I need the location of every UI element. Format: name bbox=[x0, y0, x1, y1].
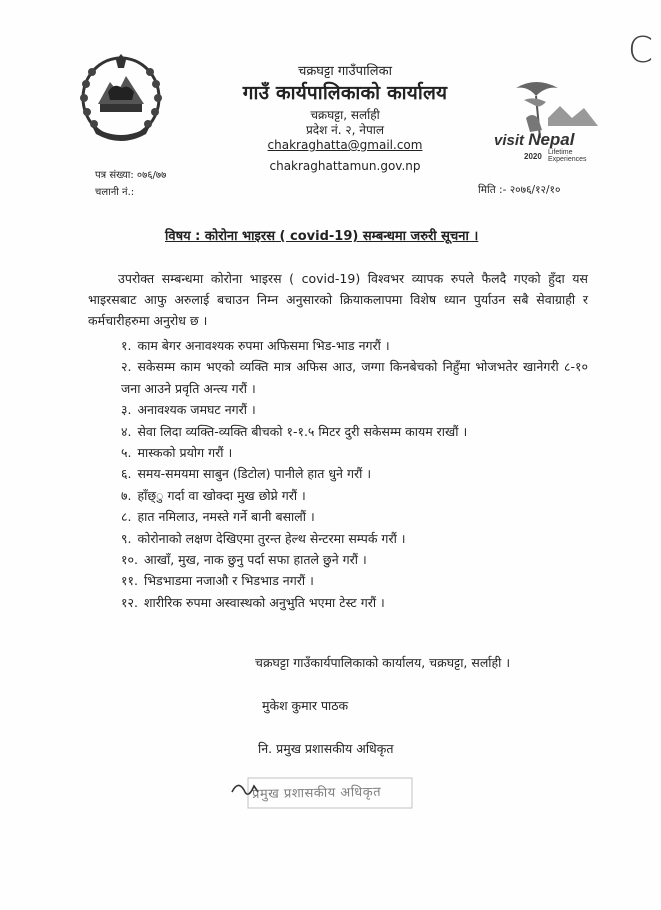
dispatch-number: चलानी नं.: bbox=[95, 187, 135, 198]
letterhead bbox=[200, 64, 490, 174]
instruction-text: हात नमिलाउ, नमस्ते गर्ने बानी बसालौं । bbox=[137, 509, 315, 525]
instruction-text: कोरोनाको लक्षण देखिएमा तुरन्त हेल्थ सेन्टरमा सम्पर्क गरौं । bbox=[137, 530, 406, 546]
website: chakraghattamun.gov.np bbox=[269, 159, 421, 173]
instruction-number: २. bbox=[121, 359, 132, 375]
instruction-item bbox=[121, 485, 588, 506]
instruction-number: ११. bbox=[121, 573, 138, 589]
tagline-line-2: Experiences bbox=[548, 156, 587, 164]
instruction-number: ३. bbox=[121, 402, 132, 418]
email: chakraghatta@gmail.com bbox=[267, 138, 423, 152]
instruction-number: ९. bbox=[121, 530, 132, 546]
visit-nepal-wordmark bbox=[494, 130, 574, 150]
instruction-item bbox=[121, 528, 588, 549]
instruction-number: ८. bbox=[121, 509, 132, 525]
visit-year: 2020 bbox=[524, 152, 542, 161]
instruction-text: काम बेगर अनावश्यक रुपमा अफिसमा भिड-भाड नगरौं । bbox=[137, 338, 390, 353]
instruction-item bbox=[121, 549, 588, 570]
instruction-item bbox=[121, 399, 588, 420]
signer-name: मुकेश कुमार पाठक bbox=[262, 698, 349, 713]
instruction-number: १. bbox=[121, 338, 132, 353]
instruction-text: अनावश्यक जमघट नगरौं । bbox=[137, 402, 256, 418]
instruction-text: भिडभाडमा नजाऔ र भिडभाड नगरौं । bbox=[143, 573, 314, 589]
nepal-emblem-icon bbox=[78, 52, 164, 142]
office-name: गाउँ कार्यपालिकाको कार्यालय bbox=[242, 82, 448, 105]
instruction-item bbox=[121, 570, 588, 591]
intro-paragraph: उपरोक्त सम्बन्धमा कोरोना भाइरस ( covid-19) विश्वभर व्यापक रुपले फैलदै गएको हुँदा यस भाइरसबाट आफु अरुलाई बचाउन निम्न अनुसारको क्रियाकलापमा विशेष ध्यान पुर्याउन सबै सेवाग्राही र कर्मचारीहरुमा अनुरोध छ । bbox=[88, 271, 588, 328]
letter-date: मिति :- २०७६/१२/१० bbox=[478, 184, 561, 196]
instruction-number: १२. bbox=[121, 594, 138, 610]
province: प्रदेश नं. २, नेपाल bbox=[305, 123, 385, 137]
corner-mark: C bbox=[627, 30, 653, 71]
visit-tagline bbox=[548, 149, 587, 164]
instruction-number: ४. bbox=[121, 423, 132, 439]
instruction-text: शारीरिक रुपमा अस्वास्थको अनुभुति भएमा टेस्ट गरौं । bbox=[143, 594, 385, 610]
instruction-item bbox=[121, 506, 588, 527]
instruction-number: ७. bbox=[121, 487, 132, 503]
letter-body bbox=[88, 268, 588, 613]
signer-designation: नि. प्रमुख प्रशासकीय अधिकृत bbox=[258, 741, 394, 756]
instruction-list bbox=[88, 335, 588, 613]
instruction-number: ६. bbox=[121, 466, 132, 482]
municipality-name: चक्रघट्टा गाउँपालिका bbox=[298, 64, 392, 79]
instruction-text: सकेसम्म काम भएको व्यक्ति मात्र अफिस आउ, जग्गा किनबेचको निहुँमा भोजभतेर खानेगरी ८-१० जना आउने प्रवृति अन्त्य गरौं । bbox=[121, 359, 588, 396]
instruction-item bbox=[121, 592, 588, 613]
instruction-item bbox=[121, 356, 588, 399]
instruction-text: समय-समयमा साबुन (डिटोल) पानीले हात धुने गरौं । bbox=[137, 466, 372, 482]
instruction-text: हाँछ्ु गर्दा वा खोक्दा मुख छोप्ने गरौं । bbox=[137, 487, 306, 503]
instruction-item bbox=[121, 442, 588, 463]
visit-word: visit bbox=[494, 132, 525, 149]
letter-number: पत्र संख्या: ०७६/७७ bbox=[95, 170, 167, 181]
nepal-word: Nepal bbox=[528, 130, 575, 149]
instruction-item bbox=[121, 335, 588, 356]
instruction-number: ५. bbox=[121, 445, 132, 461]
office-address: चक्रघट्टा, सर्लाही bbox=[310, 108, 380, 122]
instruction-item bbox=[121, 421, 588, 442]
reference-numbers bbox=[95, 167, 166, 201]
instruction-number: १०. bbox=[121, 552, 138, 568]
instruction-text: मास्कको प्रयोग गरौं । bbox=[137, 445, 233, 461]
instruction-text: सेवा लिदा व्यक्ति-व्यक्ति बीचको १-१.५ मिटर दुरी सकेसम्म कायम राखौं । bbox=[137, 423, 468, 439]
closing-office: चक्रघट्टा गाउँकार्यपालिकाको कार्यालय, चक्रघट्टा, सर्लाही । bbox=[255, 655, 511, 670]
instruction-text: आखाँ, मुख, नाक छुनु पर्दा सफा हातले छुने गरौं । bbox=[143, 552, 367, 568]
tagline-line-1: Lifetime bbox=[548, 149, 573, 156]
instruction-item bbox=[121, 463, 588, 484]
subject-line: विषय : कोरोना भाइरस ( covid-19) सम्बन्धमा जरुरी सूचना । bbox=[165, 229, 479, 244]
stamp-text: प्रमुख प्रशासकीय अधिकृत bbox=[251, 784, 382, 803]
